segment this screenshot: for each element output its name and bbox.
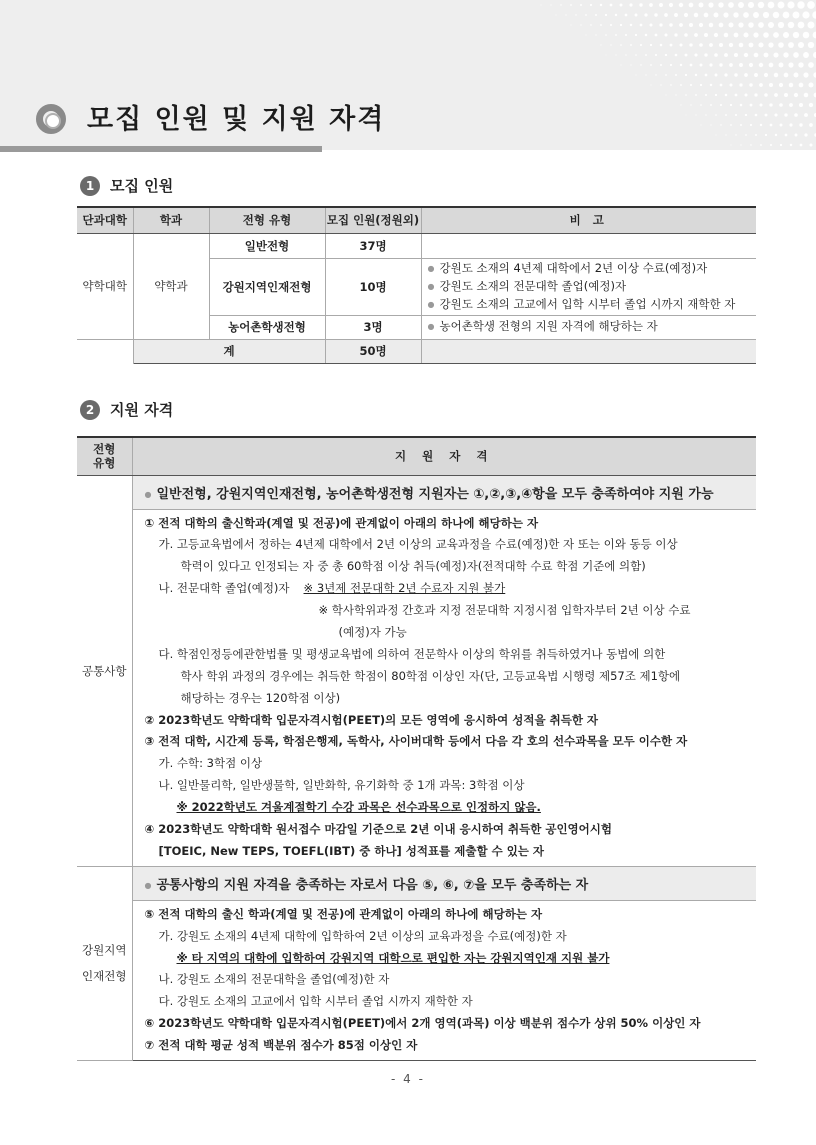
notes-cell bbox=[421, 315, 756, 339]
count-cell: 10명 bbox=[325, 258, 421, 315]
requirement-subitem: 나. 강원도 소재의 전문대학을 졸업(예정)한 자 bbox=[158, 972, 390, 987]
page-title: 모집 인원 및 지원 자격 bbox=[87, 104, 386, 135]
requirement-subitem: 다. 강원도 소재의 고교에서 입학 시부터 졸업 시까지 재학한 자 bbox=[158, 994, 473, 1009]
requirement-banner bbox=[132, 475, 756, 509]
ring-icon bbox=[36, 104, 66, 134]
requirement-item: ② 2023학년도 약학대학 입문자격시험(PEET)의 모든 영역에 응시하여 성적을 취득한 자 bbox=[144, 712, 599, 727]
total-row bbox=[77, 339, 756, 363]
table-header-row bbox=[77, 437, 756, 475]
col-header-department: 학과 bbox=[133, 207, 209, 233]
count-cell: 37명 bbox=[325, 233, 421, 258]
requirement-banner bbox=[132, 866, 756, 900]
requirement-subitem: 학력이 있다고 인정되는 자 중 총 60학점 이상 취득(예정)자(전적대학 수료 학점 기준에 의함) bbox=[180, 559, 646, 574]
requirement-item: ① 전적 대학의 출신학과(계열 및 전공)에 관계없이 아래의 하나에 해당하는 자 bbox=[144, 515, 539, 530]
requirement-note: ※ 타 지역의 대학에 입학하여 강원지역 대학으로 편입한 자는 강원지역인재 지원 불가 bbox=[176, 950, 610, 965]
section-heading-eligibility bbox=[80, 399, 173, 420]
regional-content-row bbox=[77, 900, 756, 1060]
col-header-college: 단과대학 bbox=[77, 207, 133, 233]
note-item: ● 강원도 소재의 고교에서 입학 시부터 졸업 시까지 재학한 자 bbox=[428, 296, 757, 314]
banner-text: ● 일반전형, 강원지역인재전형, 농어촌학생전형 지원자는 ①,②,③,④항을 모두 충족하여야 지원 가능 bbox=[145, 487, 714, 502]
requirement-note: (예정)자 가능 bbox=[338, 624, 407, 639]
col-header-notes: 비 고 bbox=[421, 207, 756, 233]
total-count: 50명 bbox=[325, 339, 421, 363]
type-cell: 강원지역인재전형 bbox=[209, 258, 325, 315]
banner-text: ● 공통사항의 지원 자격을 충족하는 자로서 다음 ⑤, ⑥, ⑦을 모두 충족하는 자 bbox=[145, 878, 589, 893]
notes-cell bbox=[421, 258, 756, 315]
department-cell: 약학과 bbox=[133, 233, 209, 339]
common-content-row bbox=[77, 509, 756, 866]
requirement-subitem bbox=[145, 578, 749, 600]
regional-label-line1: 강원지역 bbox=[82, 943, 127, 958]
section-number-badge: 2 bbox=[80, 400, 100, 420]
col-header-admission-type: 전형 유형 bbox=[209, 207, 325, 233]
requirement-subitem: 가. 수학: 3학점 이상 bbox=[158, 756, 263, 771]
col-header-count: 모집 인원(정원외) bbox=[325, 207, 421, 233]
requirement-subitem: 가. 고등교육법에서 정하는 4년제 대학에서 2년 이상의 교육과정을 수료(예정)한 자 또는 이와 동등 이상 bbox=[158, 537, 678, 552]
section-number-badge: 1 bbox=[80, 176, 100, 196]
category-label-regional bbox=[77, 866, 132, 1060]
col-header-type bbox=[77, 437, 132, 475]
eligibility-table bbox=[77, 436, 756, 1061]
requirement-item: ⑤ 전적 대학의 출신 학과(계열 및 전공)에 관계없이 아래의 하나에 해당하는 자 bbox=[144, 906, 543, 921]
category-label-common: 공통사항 bbox=[77, 475, 132, 866]
section-heading-recruitment bbox=[80, 175, 173, 196]
requirement-subitem: 해당하는 경우는 120학점 이상) bbox=[180, 690, 341, 705]
empty-cell bbox=[77, 339, 133, 363]
col-header-type-line2: 유형 bbox=[93, 456, 116, 471]
recruitment-table bbox=[77, 206, 756, 364]
col-header-qualification: 지 원 자 격 bbox=[132, 437, 756, 475]
col-header-type-line1: 전형 bbox=[93, 442, 116, 457]
total-notes bbox=[421, 339, 756, 363]
requirement-note: ※ 학사학위과정 간호과 지정 전문대학 지정시점 입학자부터 2년 이상 수료 bbox=[318, 603, 691, 618]
requirement-item: [TOEIC, New TEPS, TOEFL(IBT) 중 하나] 성적표를 제출할 수 있는 자 bbox=[158, 843, 545, 858]
regional-label-line2: 인재전형 bbox=[82, 969, 127, 984]
requirement-subitem: 가. 강원도 소재의 4년제 대학에 입학하여 2년 이상의 교육과정을 수료(예정)한 자 bbox=[158, 928, 567, 943]
requirement-item: ④ 2023학년도 약학대학 원서접수 마감일 기준으로 2년 이내 응시하여 취득한 공인영어시험 bbox=[144, 821, 612, 836]
regional-section bbox=[77, 866, 756, 900]
common-section bbox=[77, 475, 756, 509]
type-cell: 농어촌학생전형 bbox=[209, 315, 325, 339]
requirement-item: ⑦ 전적 대학 평균 성적 백분위 점수가 85점 이상인 자 bbox=[144, 1038, 418, 1053]
page-number: - 4 - bbox=[391, 1072, 425, 1086]
requirement-note: ※ 2022학년도 겨울계절학기 수강 과목은 선수과목으로 인정하지 않음. bbox=[176, 800, 541, 815]
note-text: ※ 3년제 전문대학 2년 수료자 지원 불가 bbox=[303, 581, 506, 596]
total-label: 계 bbox=[133, 339, 325, 363]
regional-requirements bbox=[132, 900, 756, 1060]
section-title: 모집 인원 bbox=[110, 177, 174, 195]
college-cell: 약학대학 bbox=[77, 233, 133, 339]
note-item: ● 강원도 소재의 4년제 대학에서 2년 이상 수료(예정)자 bbox=[428, 260, 757, 278]
requirement-item: ⑥ 2023학년도 약학대학 입문자격시험(PEET)에서 2개 영역(과목) 이상 백분위 점수가 상위 50% 이상인 자 bbox=[144, 1016, 701, 1031]
count-cell: 3명 bbox=[325, 315, 421, 339]
requirement-subitem: 다. 학점인정등에관한법률 및 평생교육법에 의하여 전문학사 이상의 학위를 취득하였거나 동법에 의한 bbox=[158, 646, 666, 661]
requirement-subitem: 학사 학위 과정의 경우에는 취득한 학점이 80학점 이상인 자(단, 고등교육법 시행령 제57조 제1항에 bbox=[180, 668, 681, 683]
note-item: ● 강원도 소재의 전문대학 졸업(예정)자 bbox=[428, 278, 757, 296]
subitem-text: 나. 전문대학 졸업(예정)자 bbox=[158, 581, 290, 596]
note-item: ● 농어촌학생 전형의 지원 자격에 해당하는 자 bbox=[428, 318, 757, 336]
table-row bbox=[77, 233, 756, 258]
notes-cell bbox=[421, 233, 756, 258]
requirement-item: ③ 전적 대학, 시간제 등록, 학점은행제, 독학사, 사이버대학 등에서 다음 각 호의 선수과목을 모두 이수한 자 bbox=[144, 734, 688, 749]
decorative-dot-pattern bbox=[516, 0, 816, 150]
section-title: 지원 자격 bbox=[110, 401, 174, 419]
common-requirements bbox=[132, 509, 756, 866]
table-header-row bbox=[77, 207, 756, 233]
type-cell: 일반전형 bbox=[209, 233, 325, 258]
requirement-subitem: 나. 일반물리학, 일반생물학, 일반화학, 유기화학 중 1개 과목: 3학점 이상 bbox=[158, 778, 525, 793]
header-underline-bar bbox=[0, 146, 322, 152]
